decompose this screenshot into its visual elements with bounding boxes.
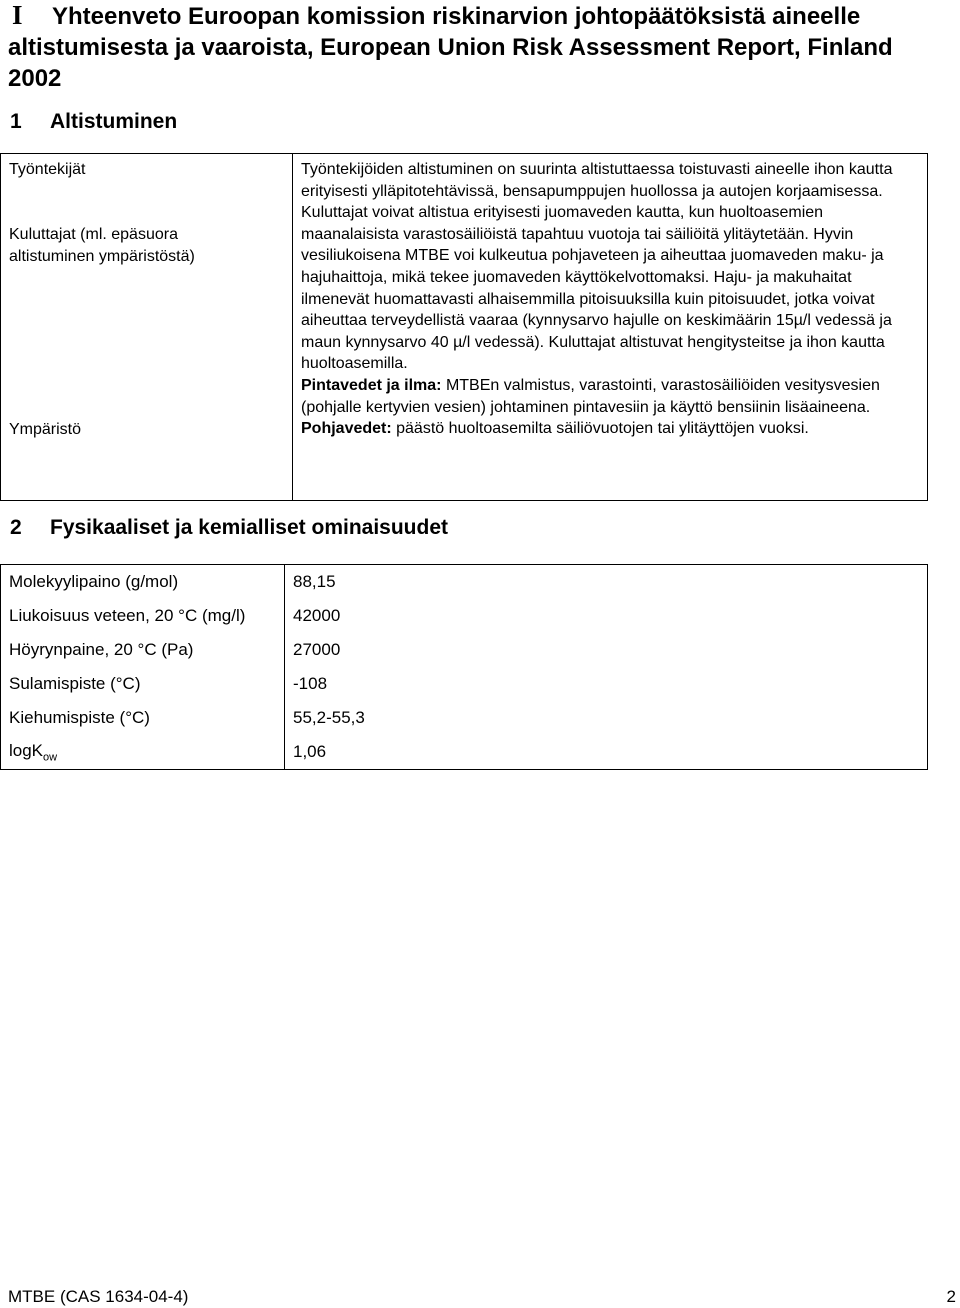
groundwater-body: päästö huoltoasemilta säiliövuotojen tai ylitäyttöjen vuoksi. [391,420,809,438]
property-name: Molekyylipaino (g/mol) [1,565,285,600]
footer-document-id: MTBE (CAS 1634-04-4) [8,1287,189,1306]
surface-water-body: MTBEn valmistus, varastointi, varastosäiliöiden vesitysvesien (pohjalle kertyvien vesien) johtaminen pintavesiin ja käyttö bensiinin lisäaineena. [301,376,880,416]
property-name: Liukoisuus veteen, 20 °C (mg/l) [1,599,285,633]
property-value: 88,15 [285,565,928,600]
label-workers: Työntekijät [9,161,86,178]
workers-text: Työntekijöiden altistuminen on suurinta altistuttaessa toistuvasti aineelle ihon kautta erityisesti ylläpitotehtävissä, bensapumppujen huollossa ja autojen korjaamisessa. [301,161,893,200]
property-value: 55,2-55,3 [285,701,928,735]
properties-table [0,564,928,770]
logk-main: logK [9,740,44,760]
table-row [1,599,928,633]
table-row [1,735,928,770]
table-row [1,633,928,667]
exposure-text-cell [293,154,928,501]
page-number: 2 [946,1287,956,1306]
title-roman-numeral: I [12,0,23,30]
surface-water-label: Pintavedet ja ilma: [301,376,442,394]
section-heading-properties [10,516,448,540]
page-footer [8,1287,958,1307]
exposure-labels-cell [1,154,293,501]
section-heading-exposure [10,110,177,134]
surface-water-text [301,375,923,418]
table-row [1,667,928,701]
consumers-text: Kuluttajat voivat altistua erityisesti juomaveden kautta, kun huoltoasemien maanalaisista varastosäiliöistä tapahtuu vuotoja tai säiliöitä ylitäytetään. Hyvin vesiliukoisena MTBE voi kulkeutua pohjaveteen ja aiheuttaa juomaveden maku- ja hajuhaittoja, mikä tekee juomaveden käyttökelvottomaksi. Haju- ja makuhaitat ilmenevät huomattavasti alhaisemmilla pitoisuuksilla kuin pitoisuudet, jotka voivat aiheuttaa terveydellistä vaaraa (kynnysarvo hajulle on keskimäärin 15µ/l vedessä ja maun kynnysarvo 40 µ/l vedessä). Kuluttajat altistuvat hengitysteitse ja ihon kautta huoltoasemilla. [301,204,892,373]
property-value: -108 [285,667,928,701]
exposure-table [0,153,928,501]
property-value: 27000 [285,633,928,667]
property-name [1,735,285,770]
label-environment: Ympäristö [9,421,82,438]
groundwater-label: Pohjavedet: [301,420,392,438]
document-title [8,0,938,94]
table-row [1,701,928,735]
property-name: Kiehumispiste (°C) [1,701,285,735]
property-value: 1,06 [285,735,928,770]
table-row [1,565,928,600]
logk-subscript: ow [43,751,58,764]
property-name: Höyrynpaine, 20 °C (Pa) [1,633,285,667]
section-number: 1 [10,110,22,133]
groundwater-text [301,418,923,440]
title-text: Yhteenveto Euroopan komission riskinarvion johtopäätöksistä aineelle altistumisesta ja vaaroista, European Union Risk Assessment Report, Finland 2002 [8,3,893,92]
section-number: 2 [10,516,22,539]
label-consumers: Kuluttajat (ml. epäsuora altistuminen ympäristöstä) [9,226,195,265]
table-row [1,154,928,501]
section-title: Altistuminen [50,110,178,133]
property-value: 42000 [285,599,928,633]
property-name: Sulamispiste (°C) [1,667,285,701]
section-title: Fysikaaliset ja kemialliset ominaisuudet [50,516,449,539]
